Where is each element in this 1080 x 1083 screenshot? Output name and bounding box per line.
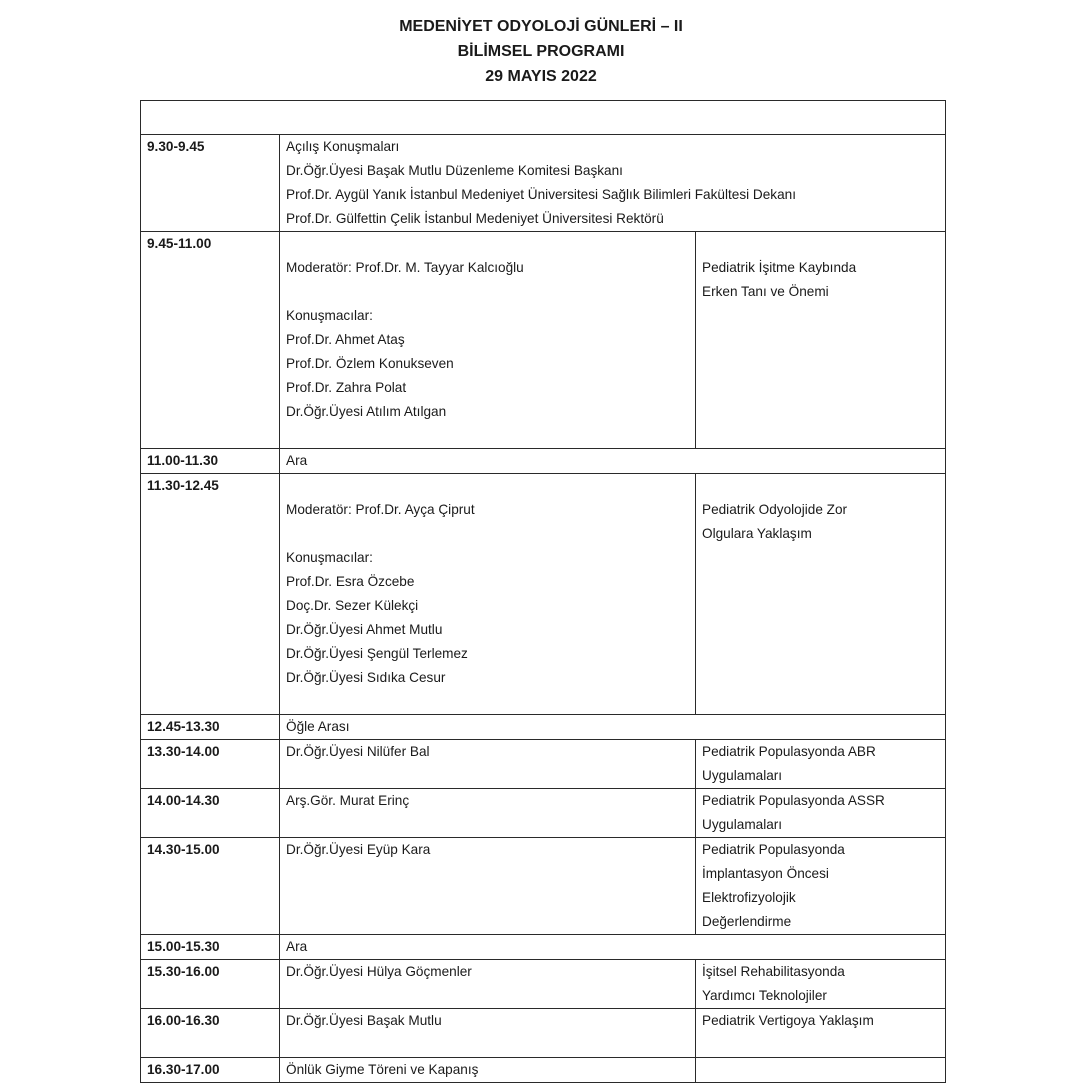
topic-cell xyxy=(696,740,946,789)
session-cell xyxy=(280,474,696,715)
session-line: Prof.Dr. Ahmet Ataş xyxy=(286,332,405,347)
table-row xyxy=(141,740,946,789)
time-slot: 11.00-11.30 xyxy=(147,453,219,468)
time-cell xyxy=(141,960,280,1009)
topic-cell xyxy=(696,1058,946,1083)
session-line: Dr.Öğr.Üyesi Nilüfer Bal xyxy=(286,744,430,759)
session-line: Prof.Dr. Aygül Yanık İstanbul Medeniyet Üniversitesi Sağlık Bilimleri Fakültesi Dekanı xyxy=(286,187,796,202)
time-cell xyxy=(141,715,280,740)
session-line: Ara xyxy=(286,453,308,468)
session-line: Konuşmacılar: xyxy=(286,550,373,565)
time-slot: 13.30-14.00 xyxy=(147,744,220,759)
topic-line: Elektrofizyolojik xyxy=(702,890,796,905)
session-cell xyxy=(280,960,696,1009)
time-cell xyxy=(141,449,280,474)
time-slot: 9.30-9.45 xyxy=(147,139,205,154)
session-cell xyxy=(280,740,696,789)
topic-line: İşitsel Rehabilitasyonda xyxy=(702,964,845,979)
time-cell xyxy=(141,789,280,838)
topic-line: Pediatrik Odyolojide Zor xyxy=(702,502,848,517)
session-cell xyxy=(280,1058,696,1083)
session-line: Dr.Öğr.Üyesi Eyüp Kara xyxy=(286,842,431,857)
session-line xyxy=(286,1033,695,1057)
session-cell xyxy=(280,1009,696,1058)
table-header-row xyxy=(141,101,946,135)
topic-line: Pediatrik Vertigoya Yaklaşım xyxy=(702,1013,874,1028)
table-row xyxy=(141,1058,946,1083)
title-line-1: MEDENİYET ODYOLOJİ GÜNLERİ – II xyxy=(399,18,683,35)
session-line: Dr.Öğr.Üyesi Başak Mutlu xyxy=(286,1013,442,1028)
topic-line: Uygulamaları xyxy=(702,768,783,783)
table-row xyxy=(141,135,946,232)
session-line xyxy=(286,474,695,498)
session-line xyxy=(286,690,695,714)
session-line: Önlük Giyme Töreni ve Kapanış xyxy=(286,1062,479,1077)
session-line xyxy=(286,232,695,256)
session-line: Dr.Öğr.Üyesi Başak Mutlu Düzenleme Komitesi Başkanı xyxy=(286,163,623,178)
session-line: Prof.Dr. Özlem Konukseven xyxy=(286,356,454,371)
topic-line: Pediatrik Populasyonda xyxy=(702,842,845,857)
topic-line: Pediatrik Populasyonda ABR xyxy=(702,744,876,759)
time-slot: 15.30-16.00 xyxy=(147,964,220,979)
empty-header-cell xyxy=(141,101,946,135)
topic-line: Pediatrik Populasyonda ASSR xyxy=(702,793,885,808)
table-row xyxy=(141,838,946,935)
time-cell xyxy=(141,935,280,960)
session-line: Öğle Arası xyxy=(286,719,350,734)
time-slot: 16.30-17.00 xyxy=(147,1062,220,1077)
time-cell xyxy=(141,135,280,232)
session-cell xyxy=(280,715,946,740)
program-table xyxy=(140,100,946,1083)
time-slot: 11.30-12.45 xyxy=(147,478,219,493)
session-line: Konuşmacılar: xyxy=(286,308,373,323)
session-cell xyxy=(280,935,946,960)
session-line: Doç.Dr. Sezer Külekçi xyxy=(286,598,419,613)
time-cell xyxy=(141,1009,280,1058)
session-line: Dr.Öğr.Üyesi Atılım Atılgan xyxy=(286,404,447,419)
topic-line xyxy=(702,474,945,498)
session-line: Dr.Öğr.Üyesi Ahmet Mutlu xyxy=(286,622,443,637)
session-line: Arş.Gör. Murat Erinç xyxy=(286,793,410,808)
topic-cell xyxy=(696,838,946,935)
time-slot: 16.00-16.30 xyxy=(147,1013,220,1028)
table-row xyxy=(141,935,946,960)
topic-cell xyxy=(696,474,946,715)
session-line xyxy=(286,280,695,304)
topic-line: Değerlendirme xyxy=(702,914,792,929)
session-line: Moderatör: Prof.Dr. Ayça Çiprut xyxy=(286,502,475,517)
topic-line: Olgulara Yaklaşım xyxy=(702,526,812,541)
session-line: Prof.Dr. Gülfettin Çelik İstanbul Medeniyet Üniversitesi Rektörü xyxy=(286,211,664,226)
topic-cell xyxy=(696,960,946,1009)
session-cell xyxy=(280,789,696,838)
time-slot: 14.30-15.00 xyxy=(147,842,220,857)
session-line: Dr.Öğr.Üyesi Hülya Göçmenler xyxy=(286,964,472,979)
topic-line xyxy=(702,232,945,256)
time-slot: 14.00-14.30 xyxy=(147,793,220,808)
topic-cell xyxy=(696,1009,946,1058)
topic-line: Uygulamaları xyxy=(702,817,783,832)
session-line: Moderatör: Prof.Dr. M. Tayyar Kalcıoğlu xyxy=(286,260,524,275)
time-slot: 12.45-13.30 xyxy=(147,719,220,734)
topic-line: Erken Tanı ve Önemi xyxy=(702,284,829,299)
time-slot: 15.00-15.30 xyxy=(147,939,220,954)
table-row xyxy=(141,789,946,838)
topic-line: İmplantasyon Öncesi xyxy=(702,866,829,881)
table-row xyxy=(141,715,946,740)
time-cell xyxy=(141,1058,280,1083)
session-line: Ara xyxy=(286,939,308,954)
table-row xyxy=(141,960,946,1009)
time-cell xyxy=(141,740,280,789)
session-cell xyxy=(280,449,946,474)
session-line: Açılış Konuşmaları xyxy=(286,139,400,154)
topic-cell xyxy=(696,789,946,838)
time-slot: 9.45-11.00 xyxy=(147,236,212,251)
document-title xyxy=(0,14,1080,89)
time-cell xyxy=(141,232,280,449)
session-line xyxy=(286,522,695,546)
session-line: Prof.Dr. Esra Özcebe xyxy=(286,574,415,589)
topic-cell xyxy=(696,232,946,449)
topic-line: Yardımcı Teknolojiler xyxy=(702,988,827,1003)
topic-line: Pediatrik İşitme Kaybında xyxy=(702,260,857,275)
time-cell xyxy=(141,838,280,935)
title-line-2: BİLİMSEL PROGRAMI xyxy=(457,43,625,60)
table-row xyxy=(141,449,946,474)
session-line: Dr.Öğr.Üyesi Sıdıka Cesur xyxy=(286,670,446,685)
table-row xyxy=(141,232,946,449)
table-row xyxy=(141,1009,946,1058)
session-line: Prof.Dr. Zahra Polat xyxy=(286,380,407,395)
session-cell xyxy=(280,232,696,449)
session-line: Dr.Öğr.Üyesi Şengül Terlemez xyxy=(286,646,468,661)
title-line-3: 29 MAYIS 2022 xyxy=(485,68,597,85)
table-row xyxy=(141,474,946,715)
time-cell xyxy=(141,474,280,715)
session-line xyxy=(286,424,695,448)
session-cell xyxy=(280,135,946,232)
session-cell xyxy=(280,838,696,935)
